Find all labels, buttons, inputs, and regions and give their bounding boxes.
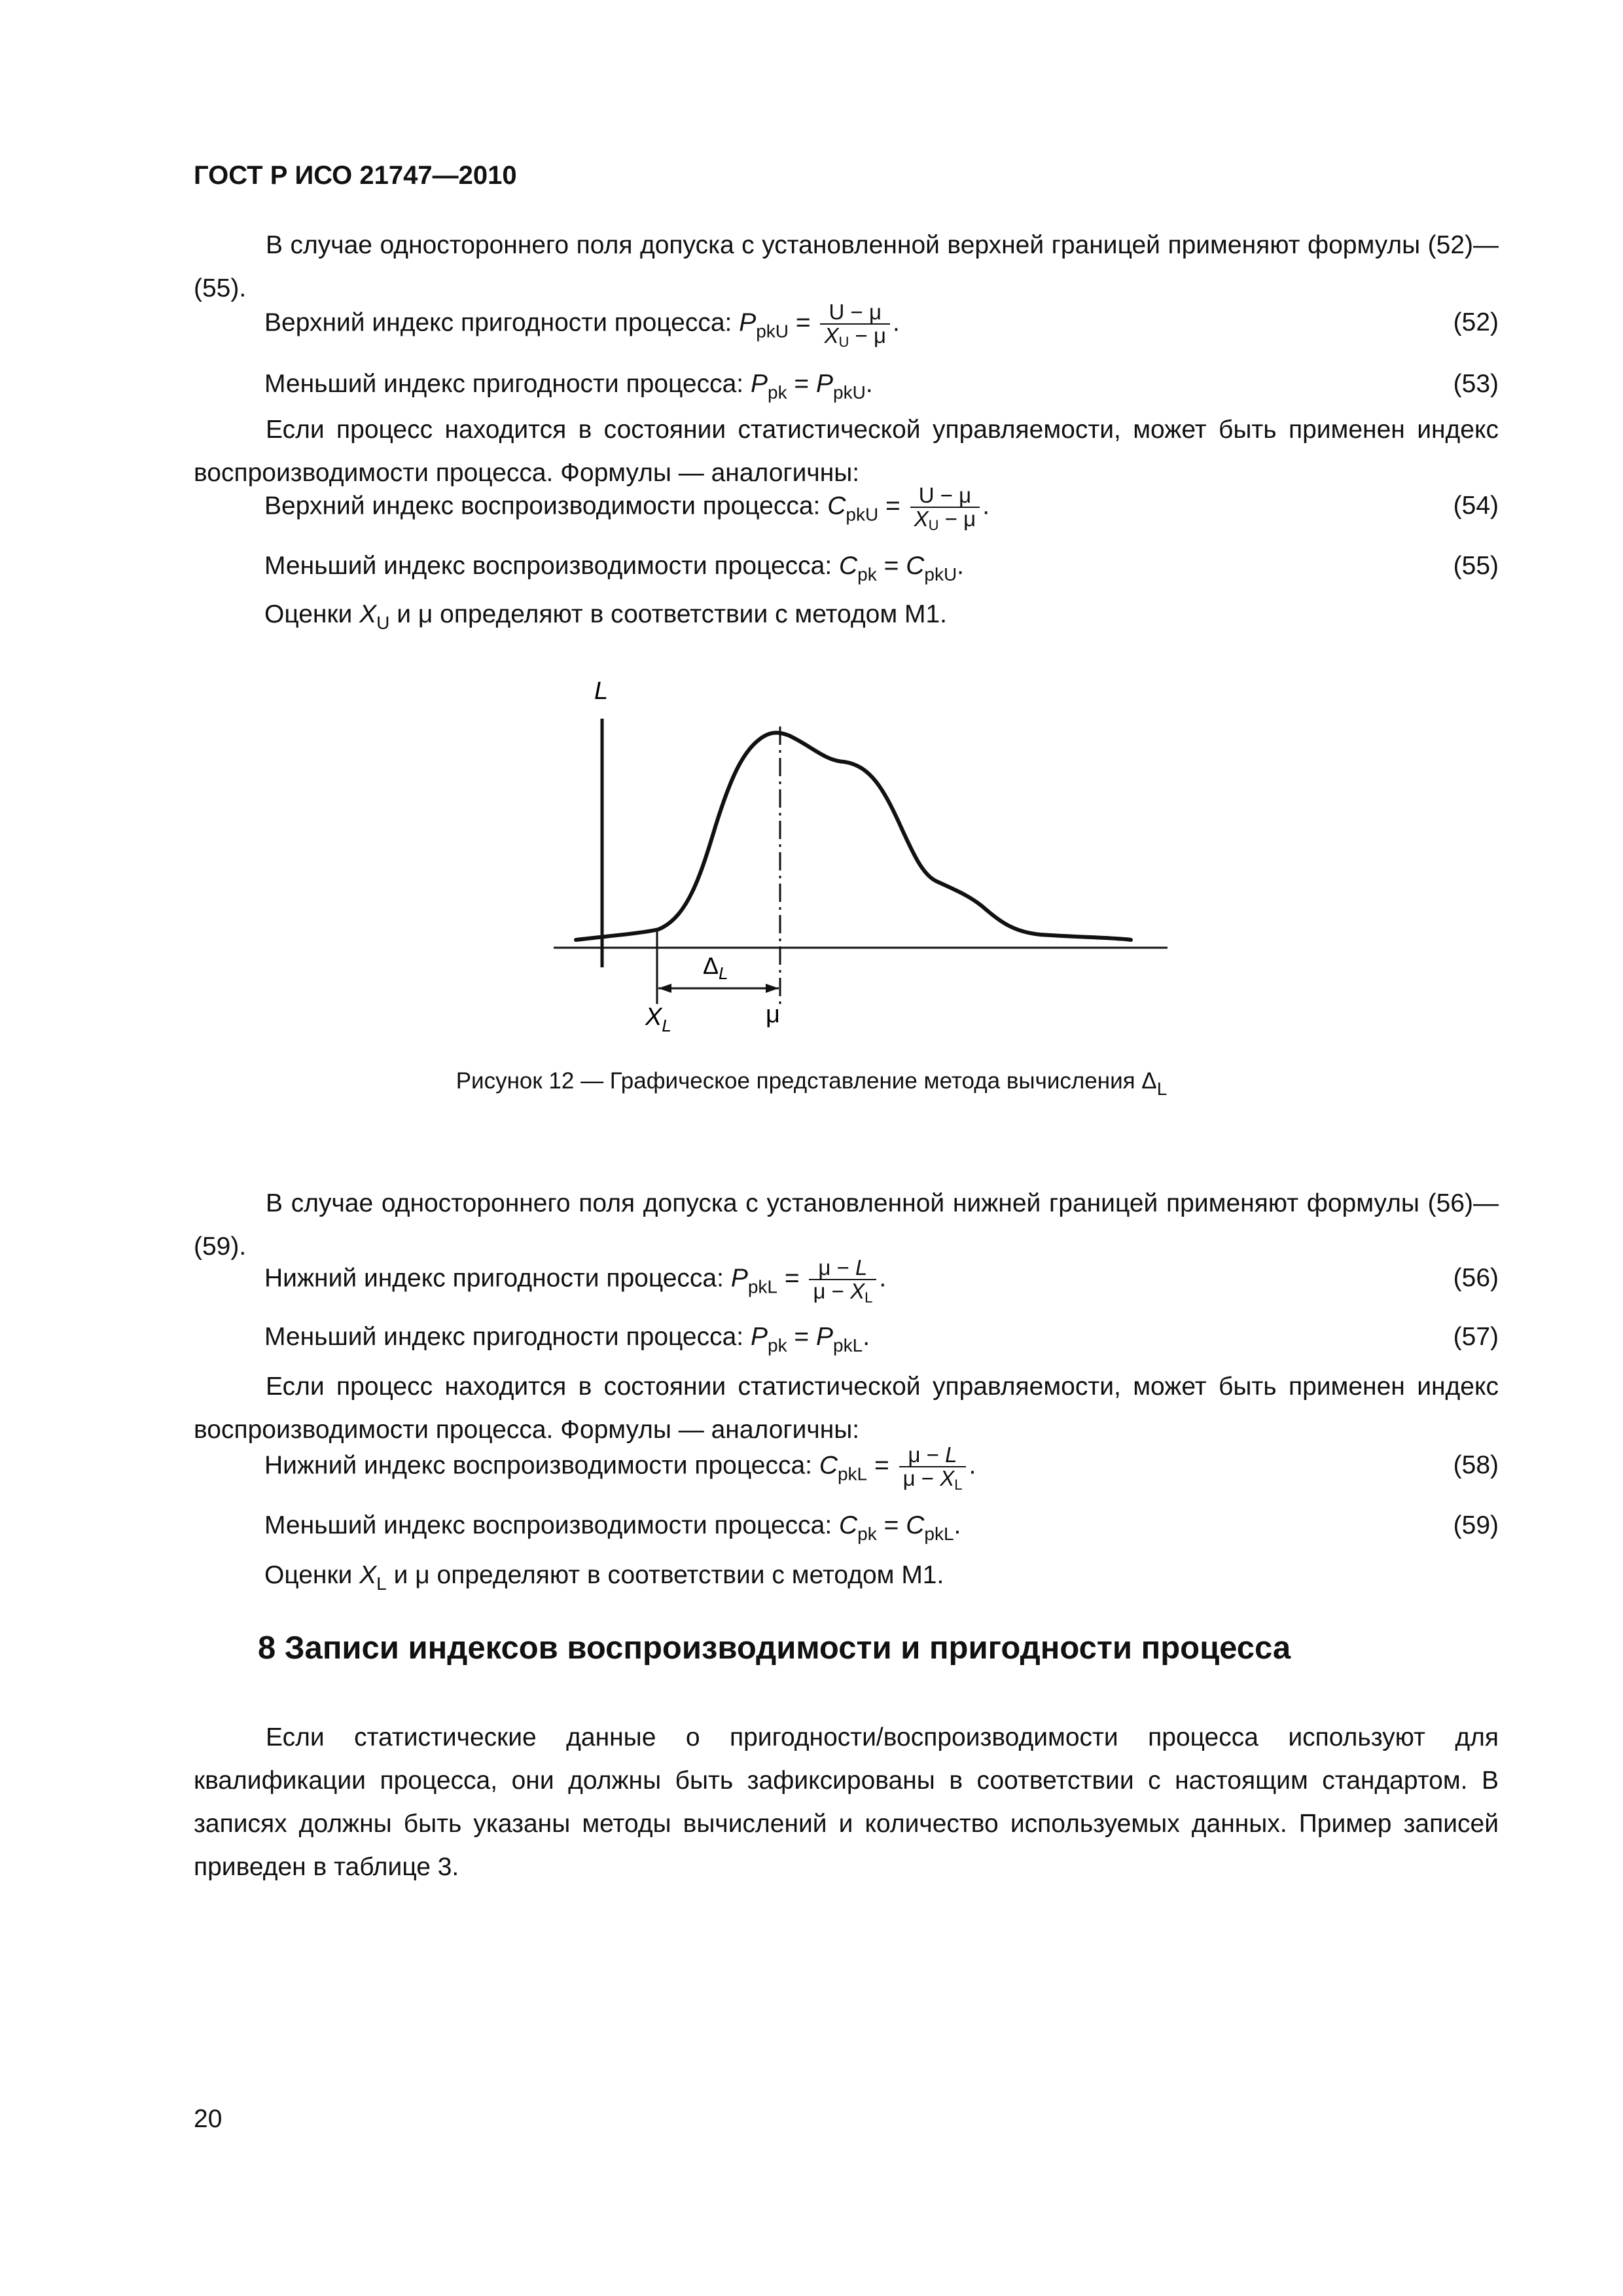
lower-control-paragraph: Если процесс находится в состоянии статистической управляемости, может быть применен индекс воспроизводимости процесса. Формулы — аналогичны:	[194, 1372, 1499, 1444]
mu-label: μ	[766, 1001, 780, 1028]
formula-54: Верхний индекс воспроизводимости процесса: $C_{pkU}$ = $\frac{U - \mu}{X_U - \mu}$ . (54)	[264, 483, 1499, 533]
formula-55-number: (55)	[1453, 552, 1499, 580]
formula-53: Меньший индекс пригодности процесса: $P_{pk} = P_{pkU}$. (53)	[264, 363, 1499, 406]
page-number: 20	[194, 2105, 223, 2133]
formula-54-fraction: $\frac{U - \mu}{X_U - \mu}$	[910, 484, 980, 530]
formula-57-number: (57)	[1453, 1323, 1499, 1351]
lower-tolerance-intro: В случае одностороннего поля допуска с установленной нижней границей применяют формулы (56)—(59).	[194, 1189, 1499, 1261]
formula-57: Меньший индекс пригодности процесса: $P_{pk} = P_{pkL}$. (57)	[264, 1316, 1499, 1359]
formula-52-number: (52)	[1453, 308, 1499, 336]
formula-58-number: (58)	[1453, 1451, 1499, 1479]
document-header: ГОСТ Р ИСО 21747—2010	[194, 161, 517, 190]
figure-12-caption: Рисунок 12 — Графическое представление метода вычисления $\Delta_L$	[455, 1068, 1168, 1099]
y-axis-label: L	[594, 677, 609, 705]
xl-label: $X_L$	[645, 1003, 671, 1035]
formula-55: Меньший индекс воспроизводимости процесса: $C_{pk} = C_{pkU}$. (55)	[264, 545, 1499, 588]
lower-estimates-line: Оценки $X_L$ и μ определяют в соответствии с методом М1.	[264, 1561, 944, 1594]
upper-control-paragraph: Если процесс находится в состоянии статистической управляемости, может быть применен индекс воспроизводимости процесса. Формулы — аналогичны:	[194, 416, 1499, 487]
delta-arrow-right	[766, 984, 779, 993]
formula-56-number: (56)	[1453, 1264, 1499, 1292]
formula-53-number: (53)	[1453, 370, 1499, 398]
formula-52-label: Верхний индекс пригодности процесса:	[264, 308, 740, 337]
formula-56: Нижний индекс пригодности процесса: $P_{pkL}$ = $\frac{\mu - L}{\mu - X_L}$ . (56)	[264, 1255, 1499, 1306]
section-8-heading: 8 Записи индексов воспроизводимости и пригодности процесса	[258, 1630, 1291, 1666]
delta-arrow-left	[658, 984, 671, 993]
formula-52-fraction: $\frac{U - \mu}{X_U - \mu}$	[820, 301, 890, 347]
section-8-body: Если статистические данные о пригодности/воспроизводимости процесса используют для квалификации процесса, они должны быть зафиксированы в соответствии с настоящим стандартом. В записях должны быть указаны методы вычислений и количество используемых данных. Пример записей приведен в таблице 3.	[194, 1723, 1499, 1881]
formula-52: Верхний индекс пригодности процесса: $P_{pkU}$ = $\frac{U - \mu}{X_U - \mu}$ . (52)	[264, 300, 1499, 350]
delta-label: $\Delta_L$	[703, 952, 728, 983]
formula-59: Меньший индекс воспроизводимости процесса: $C_{pk} = C_{pkL}$. (59)	[264, 1504, 1499, 1547]
formula-54-number: (54)	[1453, 492, 1499, 520]
formula-58-fraction: $\frac{\mu - L}{\mu - X_L}$	[899, 1444, 967, 1490]
formula-59-number: (59)	[1453, 1511, 1499, 1539]
formula-56-fraction: $\frac{\mu - L}{\mu - X_L}$	[809, 1257, 876, 1302]
upper-estimates-line: Оценки $X_U$ и μ определяют в соответствии с методом М1.	[264, 600, 947, 633]
distribution-curve	[576, 733, 1131, 941]
formula-58: Нижний индекс воспроизводимости процесса: $C_{pkL}$ = $\frac{\mu - L}{\mu - X_L}$ . (58)	[264, 1443, 1499, 1493]
upper-intro-text: В случае одностороннего поля допуска с установленной верхней границей применяют формулы (52)—(55).	[194, 231, 1499, 302]
